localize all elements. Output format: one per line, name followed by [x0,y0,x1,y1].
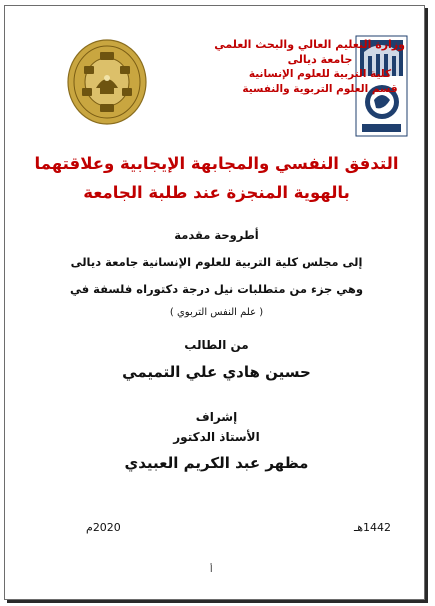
college-name: كلية التربية للعلوم الإنسانية [248,68,392,80]
university-name: جامعة ديالى [287,53,353,66]
page-number: أ [210,565,213,575]
thesis-specialty: ( علم النفس التربوي ) [169,307,264,318]
department-name: قسم العلوم التربوية والنفسية [242,83,398,95]
thesis-statement-line-2: وهي جزء من متطلبات نيل درجة دكتوراه فلسفة في [69,282,364,296]
supervisor-name: مظهر عبد الكريم العبيدي [124,454,309,472]
page-shadow-bottom [7,600,428,603]
supervision-label: إشراف [195,410,238,424]
supervisor-title: الأستاذ الدكتور [173,430,260,444]
ministry-header [214,37,405,97]
gregorian-year: 2020م [86,521,121,534]
university-seal-icon [66,38,148,126]
page-shadow-right [425,8,428,602]
hijri-year: 1442هـ [353,521,391,534]
ministry-name: وزارة التعليم العالي والبحث العلمي [214,38,405,51]
student-name: حسين هادي علي التميمي [122,363,311,381]
thesis-title-line-1: التدفق النفسي والمجابهة الإيجابية وعلاقتهما [34,154,399,173]
thesis-title-line-2: بالهوية المنجزة عند طلبة الجامعة [83,183,350,202]
thesis-statement-line-1: إلى مجلس كلية التربية للعلوم الإنسانية جامعة ديالى [70,255,363,269]
student-label: من الطالب [184,338,249,352]
thesis-type: أطروحة مقدمة [174,228,259,242]
